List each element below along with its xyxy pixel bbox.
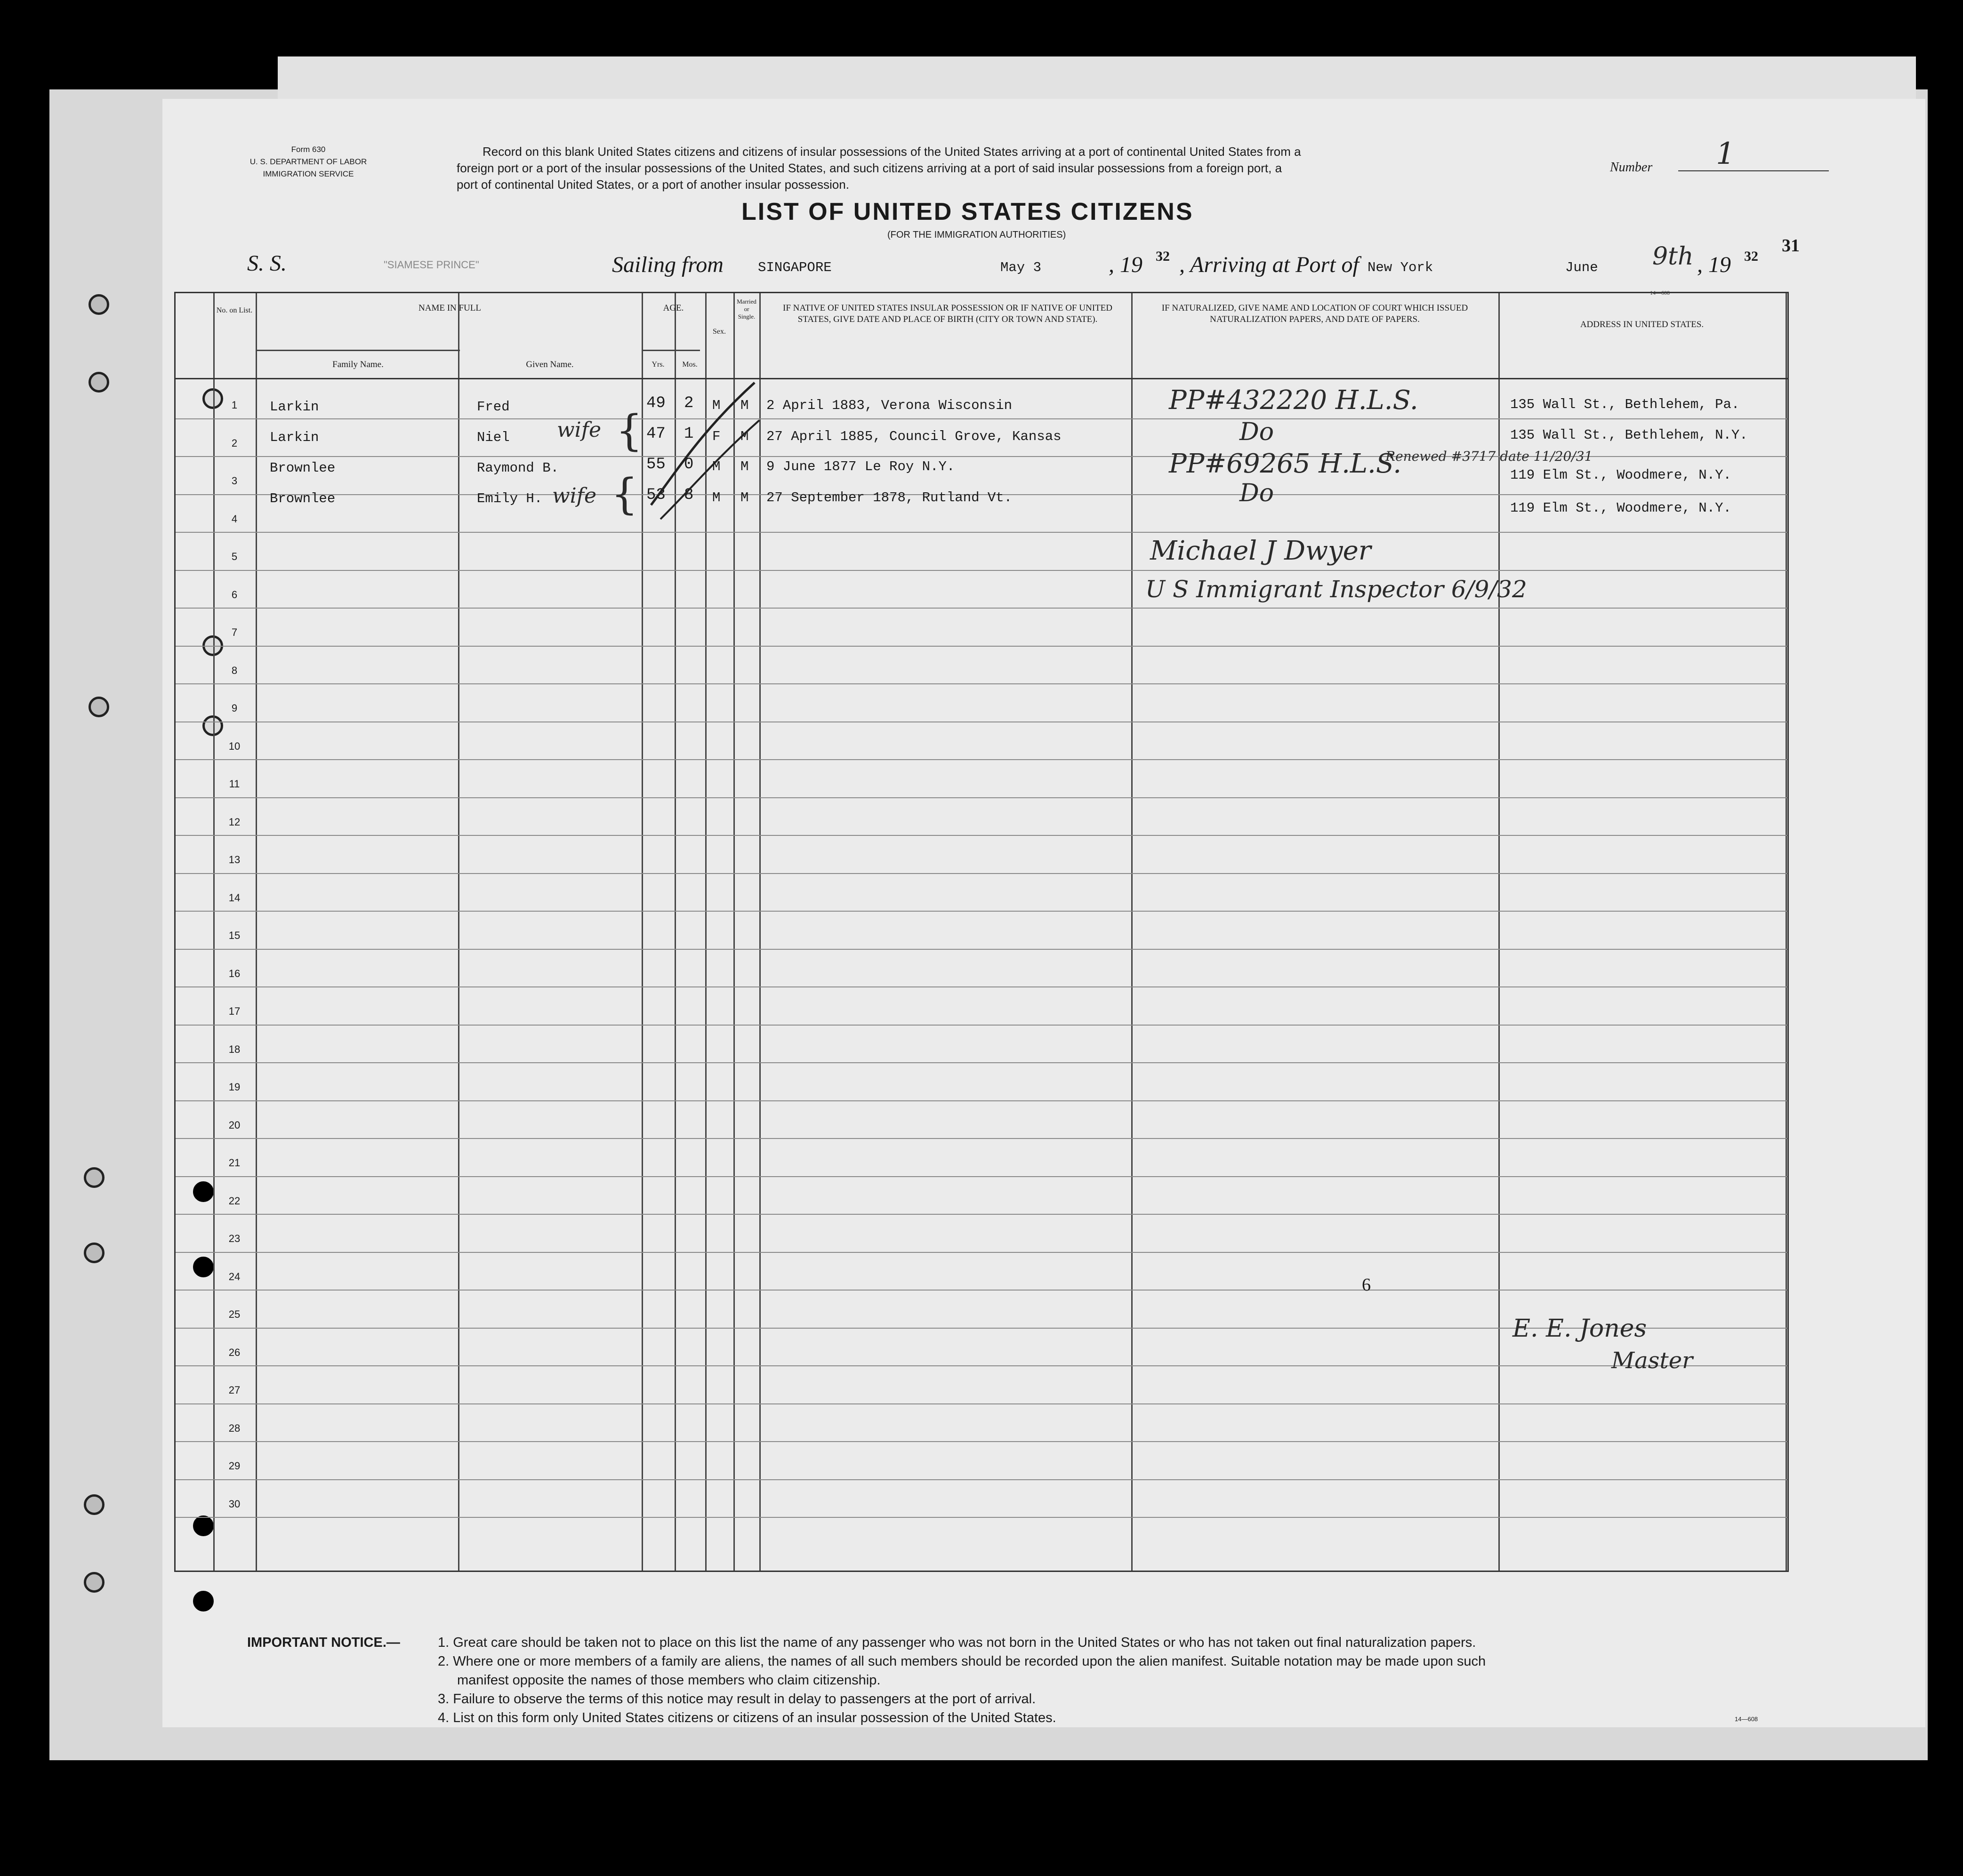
- brace-icon: {: [611, 470, 638, 519]
- row-number: 23: [228, 1233, 241, 1244]
- marital-cell: M: [740, 459, 749, 474]
- given-name-cell: Fred: [477, 399, 510, 415]
- sail-year-prefix: , 19: [1109, 252, 1142, 277]
- sail-year: 32: [1156, 249, 1170, 264]
- arrival-day: 9th: [1652, 242, 1694, 271]
- col-no: No. on List.: [216, 306, 253, 314]
- birth-cell: 2 April 1883, Verona Wisconsin: [766, 398, 1013, 413]
- notice-item: manifest opposite the names of those members who claim citizenship.: [457, 1673, 881, 1688]
- header-rule: [642, 350, 700, 351]
- instruction-line: foreign port or a port of the insular possessions of the United States, and such citizens arriving at a port of said insular possessions from a foreign port, a: [457, 161, 1282, 175]
- form-identity: [219, 144, 398, 180]
- row-number: 9: [231, 702, 238, 714]
- header-rule: [176, 378, 1787, 379]
- row-number: 29: [228, 1460, 241, 1472]
- family-name-cell: Larkin: [270, 399, 319, 415]
- row-number: 12: [228, 816, 241, 828]
- row-rule: [176, 1441, 1787, 1442]
- row-number: 26: [228, 1346, 241, 1358]
- age-months-cell: 8: [684, 486, 694, 504]
- number-underline: [1678, 170, 1829, 171]
- row-rule: [176, 759, 1787, 760]
- page-subtitle: (FOR THE IMMIGRATION AUTHORITIES): [887, 230, 1066, 240]
- binder-hole-icon: [84, 1167, 105, 1188]
- row-number: 25: [228, 1308, 241, 1320]
- binder-hole-icon: [88, 697, 109, 717]
- given-name-cell: Raymond B.: [477, 460, 559, 476]
- naturalized-cell: PP#69265 H.L.S.: [1169, 449, 1402, 479]
- row-rule: [176, 1176, 1787, 1177]
- notice-item: 2. Where one or more members of a family are aliens, the names of all such members should be recorded upon the alien manifest. Suitable notation may be made upon such: [438, 1654, 1486, 1669]
- instruction-line: Record on this blank United States citizens and citizens of insular possessions of the United States arriving at a port of continental United States from a: [483, 144, 1301, 159]
- col-sex: Sex.: [713, 328, 726, 336]
- column-rule: [1786, 293, 1787, 1571]
- col-family-name: Family Name.: [332, 360, 384, 369]
- row-number: 2: [231, 437, 238, 449]
- arriving-label: , Arriving at Port of: [1179, 252, 1359, 277]
- row-rule: [176, 1479, 1787, 1480]
- given-name-cell: Niel: [477, 430, 510, 445]
- col-name-in-full: NAME IN FULL: [418, 303, 481, 313]
- row-rule: [176, 1100, 1787, 1101]
- row-number: 21: [228, 1157, 241, 1169]
- column-rule: [1131, 293, 1133, 1571]
- row-number: 1: [231, 399, 238, 411]
- row-number: 16: [228, 967, 241, 979]
- marital-cell: M: [740, 398, 749, 413]
- naturalized-cell: Do: [1239, 479, 1274, 507]
- number-label: Number: [1610, 160, 1653, 175]
- header-rule: [256, 350, 460, 351]
- ss-label: S. S.: [247, 251, 287, 276]
- col-address: ADDRESS IN UNITED STATES.: [1580, 320, 1704, 329]
- binder-hole-icon: [88, 372, 109, 393]
- column-rule: [1498, 293, 1500, 1571]
- naturalized-cell: PP#432220 H.L.S.: [1169, 385, 1418, 416]
- row-rule: [176, 797, 1787, 798]
- age-months-cell: 2: [684, 394, 694, 412]
- row-rule: [176, 608, 1787, 609]
- wife-note: wife: [557, 418, 602, 442]
- birth-cell: 9 June 1877 Le Roy N.Y.: [766, 459, 955, 474]
- notice-item: 1. Great care should be taken not to place on this list the name of any passenger who was not born in the United States or who has not taken out final naturalization papers.: [438, 1635, 1476, 1650]
- row-number: 15: [228, 930, 241, 941]
- form-number: Form 630: [291, 145, 326, 154]
- brace-icon: {: [616, 406, 643, 456]
- row-number: 4: [231, 513, 238, 525]
- arrival-port: New York: [1368, 260, 1433, 275]
- row-rule: [176, 1214, 1787, 1215]
- notice-item: 3. Failure to observe the terms of this notice may result in delay to passengers at the port of arrival.: [438, 1692, 1036, 1707]
- address-cell: 119 Elm St., Woodmere, N.Y.: [1510, 500, 1731, 516]
- row-number: 27: [228, 1384, 241, 1396]
- row-number: 11: [229, 778, 240, 790]
- row-rule: [176, 418, 1787, 419]
- arrival-month: June: [1565, 260, 1598, 275]
- marital-cell: M: [740, 490, 749, 505]
- col-naturalized: IF NATURALIZED, GIVE NAME AND LOCATION OF COURT WHICH ISSUED NATURALIZATION PAPERS, AND DATE OF PAPERS.: [1161, 303, 1468, 324]
- row-number: 13: [228, 854, 241, 866]
- age-years-cell: 49: [646, 394, 666, 412]
- row-rule: [176, 1517, 1787, 1518]
- sex-cell: F: [712, 429, 721, 444]
- marital-cell: M: [740, 429, 749, 444]
- punch-hole-icon: [193, 1591, 214, 1611]
- sailing-label: Sailing from: [612, 252, 724, 277]
- check-marks: [642, 364, 764, 543]
- row-number: 10: [228, 740, 241, 752]
- address-cell: 135 Wall St., Bethlehem, N.Y.: [1510, 427, 1748, 443]
- age-months-cell: 1: [684, 425, 694, 443]
- col-birth: IF NATIVE OF UNITED STATES INSULAR POSSESSION OR IF NATIVE OF UNITED STATES, GIVE DATE AND PLACE OF BIRTH (CITY OR TOWN AND STATE).: [783, 303, 1112, 324]
- column-rule: [458, 293, 459, 1571]
- row-number: 17: [228, 1005, 241, 1017]
- instruction-line: port of continental United States, or a port of another insular possession.: [457, 177, 849, 192]
- naturalized-cell: Do: [1239, 418, 1274, 446]
- row-rule: [176, 1138, 1787, 1139]
- column-rule: [256, 293, 257, 1571]
- col-age: AGE.: [663, 303, 684, 313]
- row-rule: [176, 1025, 1787, 1026]
- page-mark: 6: [1362, 1275, 1371, 1295]
- arrival-year-prefix: , 19: [1697, 252, 1731, 277]
- row-rule: [176, 949, 1787, 950]
- form-page: [162, 99, 1925, 1727]
- row-rule: [176, 835, 1787, 836]
- binder-hole-icon: [88, 294, 109, 315]
- number-value: 1: [1716, 136, 1735, 171]
- inspector-title: U S Immigrant Inspector 6/9/32: [1145, 576, 1527, 603]
- notice-heading: IMPORTANT NOTICE.—: [247, 1635, 400, 1650]
- address-cell: 135 Wall St., Bethlehem, Pa.: [1510, 397, 1740, 412]
- age-years-cell: 53: [646, 486, 666, 504]
- row-number: 6: [231, 588, 238, 601]
- row-number: 20: [228, 1119, 241, 1131]
- service-name: IMMIGRATION SERVICE: [263, 169, 354, 178]
- birth-cell: 27 September 1878, Rutland Vt.: [766, 490, 1013, 505]
- ship-name: "SIAMESE PRINCE": [384, 259, 479, 271]
- notice-item: 4. List on this form only United States citizens or citizens of an insular possession of the United States.: [438, 1710, 1056, 1725]
- row-number: 30: [228, 1498, 241, 1510]
- row-number: 22: [228, 1195, 241, 1207]
- row-rule: [176, 911, 1787, 912]
- row-rule: [176, 646, 1787, 647]
- inspector-signature: Michael J Dwyer: [1150, 536, 1371, 566]
- row-rule: [176, 570, 1787, 571]
- address-cell: 119 Elm St., Woodmere, N.Y.: [1510, 467, 1731, 483]
- row-number: 7: [231, 626, 238, 638]
- department-name: U. S. DEPARTMENT OF LABOR: [249, 157, 367, 166]
- citizens-table: [174, 292, 1789, 1572]
- sex-cell: M: [712, 398, 721, 413]
- birth-cell: 27 April 1885, Council Grove, Kansas: [766, 429, 1062, 444]
- sex-cell: M: [712, 459, 721, 474]
- sex-cell: M: [712, 490, 721, 505]
- instructions: [457, 144, 1301, 193]
- row-number: 24: [228, 1270, 241, 1283]
- master-signature: E. E. Jones: [1512, 1315, 1647, 1343]
- row-number: 14: [228, 891, 241, 904]
- binder-hole-icon: [84, 1572, 105, 1593]
- age-years-cell: 55: [646, 456, 666, 473]
- col-mos: Mos.: [682, 361, 698, 369]
- binder-hole-icon: [84, 1243, 105, 1263]
- row-number: 3: [231, 475, 238, 487]
- renewal-note: Renewed #3717 date 11/20/31: [1385, 449, 1593, 464]
- binder-hole-icon: [84, 1494, 105, 1515]
- row-rule: [176, 986, 1787, 987]
- master-title: Master: [1611, 1347, 1693, 1374]
- family-name-cell: Brownlee: [270, 491, 336, 506]
- page-number: 31: [1782, 236, 1800, 256]
- row-rule: [176, 1290, 1787, 1291]
- row-rule: [176, 1062, 1787, 1063]
- sailing-date: May 3: [1000, 260, 1042, 275]
- given-name-cell: Emily H.: [477, 491, 543, 506]
- arrival-year: 32: [1744, 249, 1758, 264]
- col-yrs: Yrs.: [652, 361, 665, 369]
- row-number: 18: [228, 1043, 241, 1055]
- row-number: 8: [231, 664, 238, 676]
- row-rule: [176, 1252, 1787, 1253]
- row-rule: [176, 873, 1787, 874]
- row-rule: [176, 1365, 1787, 1366]
- row-number: 28: [228, 1422, 241, 1434]
- row-rule: [176, 1403, 1787, 1404]
- row-number: 5: [231, 551, 238, 562]
- age-months-cell: 0: [684, 456, 694, 473]
- page-title: LIST OF UNITED STATES CITIZENS: [741, 198, 1194, 225]
- family-name-cell: Brownlee: [270, 460, 336, 476]
- print-code-top: 14—608: [1650, 289, 1670, 296]
- row-rule: [176, 532, 1787, 533]
- age-years-cell: 47: [646, 425, 666, 443]
- family-name-cell: Larkin: [270, 430, 319, 445]
- column-rule: [213, 293, 215, 1571]
- print-code-bottom: 14—608: [1735, 1716, 1758, 1723]
- col-married-single: Married or Single.: [737, 298, 756, 320]
- sailing-port: SINGAPORE: [758, 260, 832, 275]
- wife-note: wife: [552, 484, 597, 508]
- row-number: 19: [228, 1081, 241, 1093]
- row-rule: [176, 683, 1787, 684]
- col-given-name: Given Name.: [526, 360, 574, 369]
